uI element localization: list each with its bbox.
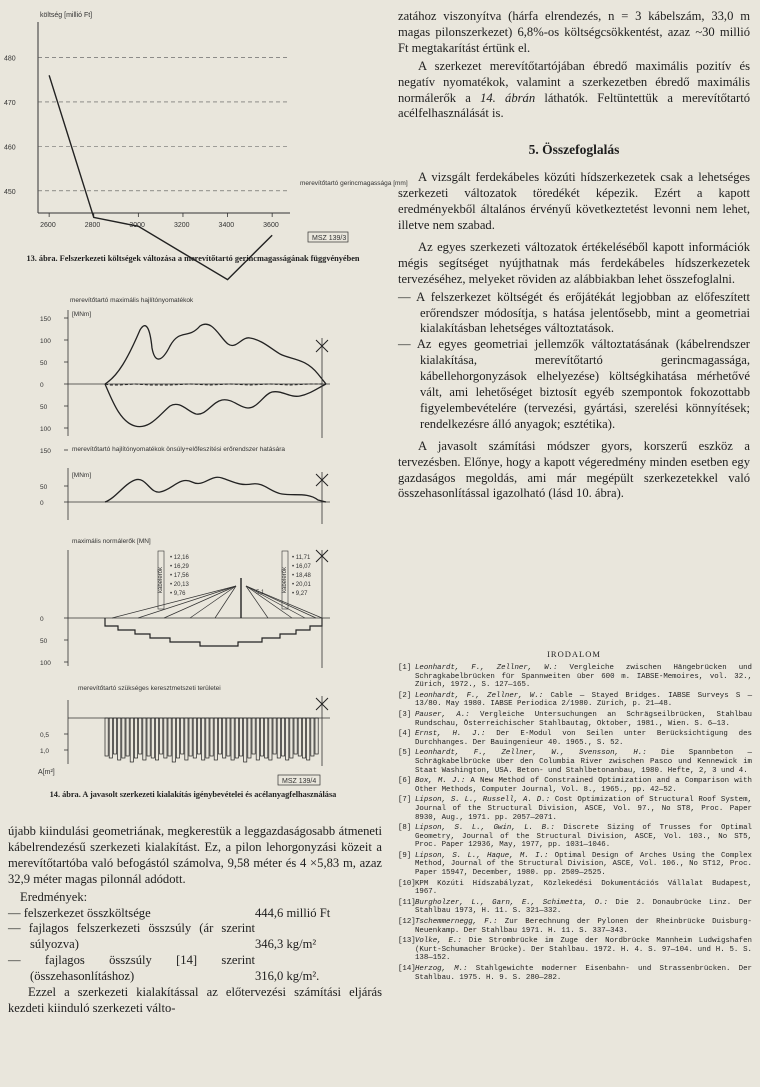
reference-item bbox=[398, 692, 752, 709]
reference-title: A New Method of Constrained Optimization and a Comparison with Other Methods, Computer Journal, Vol. 8., 1965., pp. 42—52. bbox=[415, 777, 752, 794]
fig14d-area-bar bbox=[218, 718, 221, 754]
fig14d-area-bar bbox=[235, 718, 238, 758]
fig14d-area-bar bbox=[176, 718, 179, 758]
fig14c-left-value: • 20,13 bbox=[170, 582, 189, 588]
reference-text bbox=[415, 880, 752, 897]
reference-authors: Leonhardt, F., Zellner, W.: bbox=[415, 691, 544, 700]
fig14d-area-bar bbox=[193, 718, 196, 758]
result-row-2 bbox=[8, 921, 382, 953]
fig14c-normal-force-steps bbox=[105, 618, 322, 646]
fig14b-tick-label: 50 bbox=[40, 484, 48, 491]
fig14d-area-bar bbox=[147, 718, 150, 756]
reference-title: Vergleiche zwischen Hängebrücken und Schragkabelbrücken für Spannweiten über 600 m. IABSE-Memoires, vol. 32., Zürich, 1972., S. 127—165. bbox=[415, 664, 752, 690]
fig14d-area-bar bbox=[189, 718, 192, 756]
fig14c-tick-label: 0 bbox=[40, 616, 44, 623]
reference-item bbox=[398, 918, 752, 935]
left-column-text bbox=[8, 824, 382, 1019]
fig14d-area-bar bbox=[239, 718, 242, 756]
results-label: Eredmények: bbox=[20, 889, 88, 904]
fig14d-area-bar bbox=[231, 718, 234, 760]
fig14d-area-bar bbox=[281, 718, 284, 756]
fig13-ytick-label: 450 bbox=[4, 188, 16, 196]
fig14d-area-bar bbox=[252, 718, 255, 754]
fig14d-area-bar bbox=[151, 718, 154, 758]
fig13-ytick-label: 480 bbox=[4, 55, 16, 63]
fig14d-tick-label: 0,5 bbox=[40, 732, 50, 739]
figure-14-caption: 14. ábra. A javasolt szerkezeti kialakítás igénybevételei és acélanyagfelhasználása bbox=[49, 790, 337, 799]
fig14d-unit: A[m²] bbox=[38, 769, 55, 776]
reference-text bbox=[415, 965, 752, 982]
fig14d-area-bar bbox=[143, 718, 146, 760]
fig14d-area-bar bbox=[260, 718, 263, 756]
fig14d-area-bar bbox=[269, 718, 272, 760]
fig14c-right-value: • 9,27 bbox=[292, 591, 308, 597]
fig14d-area-bar bbox=[105, 718, 108, 756]
reference-text bbox=[415, 692, 752, 709]
fig13-ytick-label: 470 bbox=[4, 99, 16, 107]
fig14c-left-value: • 16,29 bbox=[170, 564, 189, 570]
reference-number: [9] bbox=[398, 851, 412, 860]
reference-number: [3] bbox=[398, 710, 412, 719]
fig14d-area-bar bbox=[290, 718, 293, 758]
fig14d-area-bar bbox=[130, 718, 133, 762]
fig14c-right-label: kábelerők bbox=[282, 566, 288, 593]
fig13-cost-line bbox=[49, 75, 272, 279]
reference-authors: Pauser, A.: bbox=[415, 710, 470, 719]
fig13-xtick-label: 3200 bbox=[173, 222, 190, 229]
fig14c-cable-line bbox=[138, 586, 236, 618]
fig14d-area-bar bbox=[244, 718, 247, 762]
reference-title: Discrete Sizing of Trusses for Optimal Geometry, Journal of the Structural Division, ASCE, Vol. 103., No ST5, Proc. Paper 12936, May, 1977, pp. 1031—1046. bbox=[415, 824, 752, 850]
reference-text bbox=[415, 777, 752, 794]
reference-authors: Leonhardt, F., Zellner, W.: bbox=[415, 664, 558, 672]
reference-authors: Leonhardt, F., Zellner, W., Svensson, H.: bbox=[415, 749, 647, 758]
fig14c-right-value: • 11,71 bbox=[292, 555, 311, 561]
reference-text bbox=[415, 749, 752, 775]
fig14d-area-bars bbox=[105, 718, 318, 762]
figure-14-diagram bbox=[0, 288, 390, 793]
reference-text bbox=[415, 824, 752, 850]
fig14a-title: merevítőtartó maximális hajlítónyomatékok bbox=[70, 297, 194, 304]
reference-number: [13] bbox=[398, 937, 416, 946]
result-2-value: 346,3 kg/m² bbox=[255, 937, 317, 952]
reference-number: [6] bbox=[398, 777, 412, 786]
fig14d-area-bar bbox=[185, 718, 188, 760]
fig14a-tick-label: 100 bbox=[40, 338, 51, 345]
right-paragraph-2-part-c: láthatók. Feltüntettük a merevítőtartó acélfelhasználását is. bbox=[398, 90, 750, 121]
reference-title: Cable — Stayed Bridges. IABSE Surveys S — 13/80. May 1980. IABSE Periodica 2/1980. Zürich, p. 21—48. bbox=[415, 691, 753, 709]
reference-authors: Ernst, H. J.: bbox=[415, 730, 486, 739]
figure-14-reference: 14. ábrán bbox=[480, 90, 536, 105]
result-row-1 bbox=[8, 906, 382, 922]
fig14d-area-bar bbox=[118, 718, 121, 760]
fig14c-title: maximális normálerők [MN] bbox=[72, 538, 151, 545]
reference-authors: Box, M. J.: bbox=[415, 777, 466, 786]
fig14d-area-bar bbox=[109, 718, 112, 758]
fig13-xlabel: merevítőtartó gerincmagassága [mm] bbox=[300, 180, 408, 187]
result-1-label: — felszerkezet összköltsége bbox=[8, 905, 151, 920]
reference-title: Die Spannbeton — Schrägkabelbrücke über den Columbia River zwischen Pasco und Kennewick im Staat Washington, USA. Beton- und Stahlbetonanbau, 1980. Hefte, 2, 3 und 4. bbox=[415, 749, 752, 775]
reference-number: [14] bbox=[398, 965, 416, 973]
references-list bbox=[398, 664, 752, 984]
fig14d-area-bar bbox=[164, 718, 167, 758]
fig14c-left-label: kábelerők bbox=[158, 566, 164, 593]
reference-item bbox=[398, 852, 752, 878]
reference-authors: Lipson, S. L., Gwin, L. B.: bbox=[415, 824, 555, 833]
reference-item bbox=[398, 824, 752, 850]
fig14d-area-bar bbox=[298, 718, 301, 756]
fig14d-area-bar bbox=[227, 718, 230, 756]
fig14-stamp: MSZ 139/4 bbox=[282, 778, 317, 785]
reference-authors: Burgholzer, L., Garn, E., Schimetta, O.: bbox=[415, 898, 608, 907]
fig14b-moment-curve bbox=[105, 477, 326, 502]
reference-authors: Lipson, S. L., Haque, M. I.: bbox=[415, 851, 549, 860]
reference-authors: Herzog, M.: bbox=[415, 965, 468, 973]
left-paragraph-2: Ezzel a szerkezeti kialakítással az előtervezési számítási eljárás kezdeti kiinduló szerkezeti válto- bbox=[8, 985, 382, 1016]
reference-number: [1] bbox=[398, 664, 412, 672]
reference-text bbox=[415, 796, 752, 822]
fig14d-area-bar bbox=[155, 718, 158, 760]
reference-text bbox=[415, 730, 752, 747]
reference-authors: Lipson, S. L., Russell, A. D.: bbox=[415, 796, 551, 805]
summary-bullet-2: — Az egyes geometriai jellemzők változtatásának (kábelrendszer kialakítása, merevítőtartó gerincmagassága, kábellehorgonyzások elhelyezése) költségkihatása mérhetővé vált, ami lehetőséget biztosít egyéb szempontok fokozottabb figyelembevételére (tervezési, gyártási, szerelési könnyítések; rendelkezésre álló anyagok; esztétika). bbox=[398, 337, 750, 431]
fig14b-unit: [MNm] bbox=[72, 472, 92, 479]
fig14d-area-bar bbox=[126, 718, 129, 756]
right-paragraph-2-part-a: A szerkezet merevítőtartójában ébredő maximális pozitív és negatív nyomatékok, valamint a szerkezetben ébredő maximális normálerők a bbox=[398, 58, 750, 105]
fig13-xtick-label: 2800 bbox=[84, 222, 101, 229]
fig14a-tick-label: 50 bbox=[40, 404, 48, 411]
fig14c-center-label: 5,1 bbox=[256, 590, 265, 596]
summary-paragraph-1: A vizsgált ferdekábeles közúti hídszerkezetek csak a lehetséges szerkezeti változatok töredékét képezik. Ezért a kapott eredményekből általános érvényű következtetést levonni nem lehet, illetve nem szabad. bbox=[398, 170, 750, 232]
reference-number: [7] bbox=[398, 796, 412, 805]
reference-number: [4] bbox=[398, 730, 412, 739]
fig14d-area-bar bbox=[181, 718, 184, 754]
fig14d-area-bar bbox=[160, 718, 163, 754]
fig14d-area-bar bbox=[206, 718, 209, 758]
fig13-xtick-label: 3000 bbox=[129, 222, 145, 229]
result-1-value: 444,6 millió Ft bbox=[255, 905, 331, 920]
reference-title: Cost Optimization of Structural Roof System, Journal of the Structural Division, ASCE, Vol. 97., No ST8, Proc. Paper 8930, Aug., 1971. pp. 2057—2071. bbox=[415, 796, 752, 822]
reference-text bbox=[415, 852, 752, 878]
reference-item bbox=[398, 880, 752, 897]
fig13-xtick-label: 3600 bbox=[263, 222, 279, 229]
reference-item bbox=[398, 749, 752, 775]
reference-item bbox=[398, 937, 752, 963]
fig13-xtick-label: 3400 bbox=[218, 222, 235, 229]
fig14d-area-bar bbox=[273, 718, 276, 754]
reference-text bbox=[415, 918, 752, 935]
figure-13-caption: 13. ábra. Felszerkezeti költségek változása a merevítőtartó gerincmagasságának függvényében bbox=[26, 254, 360, 263]
fig14d-area-bar bbox=[302, 718, 305, 758]
fig14d-area-bar bbox=[202, 718, 205, 760]
reference-title: Die 2. Donaubrücke Linz. Der Stahlbau 1973, H. 11. S. 321—332. bbox=[415, 898, 752, 916]
references-title: IRODALOM bbox=[547, 649, 601, 659]
fig14d-area-bar bbox=[311, 718, 314, 756]
fig14c-right-value: • 18,48 bbox=[292, 573, 311, 579]
fig14d-area-bar bbox=[223, 718, 226, 758]
fig14d-area-bar bbox=[172, 718, 175, 762]
reference-number: [2] bbox=[398, 691, 412, 700]
fig14d-title: merevítőtartó szükséges keresztmetszeti területei bbox=[78, 685, 221, 692]
fig14d-area-bar bbox=[248, 718, 251, 758]
result-3-value: 316,0 kg/m². bbox=[255, 969, 320, 984]
fig14a-negative-moment-curve bbox=[105, 384, 326, 427]
fig14b-title: merevítőtartó hajlítónyomatékok önsúly+előfeszítési erőrendszer hatására bbox=[72, 446, 285, 453]
fig13-stamp: MSZ 139/3 bbox=[312, 235, 347, 242]
reference-item bbox=[398, 664, 752, 690]
fig14d-area-bar bbox=[139, 718, 142, 754]
fig14a-tick-label: 150 bbox=[40, 448, 51, 455]
right-paragraph-1: zatához viszonyítva (hárfa elrendezés, n = 3 kábelszám, 33,0 m magas pilonszerkezet) 6,8%-os költségcsökkentést, azaz ~30 millió Ft megtakarítást értünk el. bbox=[398, 9, 750, 55]
fig14a-tick-label: 150 bbox=[40, 316, 51, 323]
reference-authors: Volke, E.: bbox=[415, 937, 462, 946]
fig14a-positive-moment-curve bbox=[105, 324, 326, 384]
fig14b-tick-label: 0 bbox=[40, 500, 44, 507]
reference-item bbox=[398, 965, 752, 982]
fig13-ylabel: költség [millió Ft] bbox=[40, 12, 93, 19]
reference-text bbox=[415, 937, 752, 963]
reference-number: [12] bbox=[398, 918, 416, 927]
fig14c-tick-label: 100 bbox=[40, 660, 51, 667]
fig14d-area-bar bbox=[168, 718, 171, 756]
reference-title: KPM Közúti Hídszabályzat, Közlekedési Dokumentációs Vállalat Budapest, 1967. bbox=[415, 879, 752, 897]
reference-item bbox=[398, 730, 752, 747]
fig13-xtick-label: 2600 bbox=[40, 222, 56, 229]
fig14d-area-bar bbox=[210, 718, 213, 756]
reference-title: Stahlgewichte moderner Eisenbahn- und Strassenbrücken. Der Stahlbau. 1975. H. 9. S. 280—282. bbox=[415, 965, 752, 982]
fig14c-left-value: • 9,76 bbox=[170, 591, 186, 597]
fig14c-right-value: • 20,01 bbox=[292, 582, 311, 588]
fig14d-area-bar bbox=[294, 718, 297, 754]
summary-paragraph-2: Az egyes szerkezeti változatok értékeléséből kapott információk mégis segítséget nyújthatnak más ferdekábeles hídszerkezetek tervezéséhez, melyeket röviden az alábbiakban lehet összefoglalni. bbox=[398, 239, 750, 286]
reference-number: [11] bbox=[398, 898, 416, 907]
fig14d-area-bar bbox=[134, 718, 137, 758]
fig14d-area-bar bbox=[315, 718, 318, 754]
summary-paragraph-3: A javasolt számítási módszer gyors, korszerű eszköz a tervezésben. Előnye, hogy a kapott végeredmény minden esetben egy gazdaságos megoldás, ami már megépült szerkezetekkel való összehasonlítással igazolható (lásd 10. ábra). bbox=[398, 438, 750, 501]
fig14a-tick-label: 50 bbox=[40, 360, 48, 367]
reference-number: [8] bbox=[398, 824, 412, 833]
result-3-label: — fajlagos összsúly [14] szerint (összehasonlításhoz) bbox=[8, 953, 255, 984]
reference-item bbox=[398, 796, 752, 822]
fig14d-tick-label: 1,0 bbox=[40, 748, 50, 755]
fig14d-area-bar bbox=[265, 718, 268, 758]
fig14d-area-bar bbox=[122, 718, 125, 758]
summary-bullet-1: — A felszerkezet költségét és erőjátékát legjobban az előfeszített erőrendszer módosítja, s hatása jelentősebb, mint a geometriai kialakításban lehetséges változtatások. bbox=[398, 289, 750, 336]
reference-title: Der E-Modul von Seilen unter Berücksichtigung des Durchhanges. Der Bauingenieur 40. 1965., S. 52. bbox=[415, 730, 752, 747]
reference-text bbox=[415, 899, 752, 916]
fig14c-cable-fan bbox=[112, 578, 322, 618]
reference-text bbox=[415, 664, 752, 690]
fig14c-cable-line bbox=[190, 586, 236, 618]
fig14c-tick-label: 50 bbox=[40, 638, 48, 645]
fig14c-left-value: • 17,56 bbox=[170, 573, 189, 579]
reference-title: Zur Berechnung der Pylonen der Rheinbrücke Duisburg-Neuenkamp. Der Stahlbau 1971. H. 11. S. 337—343. bbox=[415, 918, 752, 935]
result-row-3 bbox=[8, 953, 382, 985]
fig14d-area-bar bbox=[307, 718, 310, 760]
figure-13-chart bbox=[0, 0, 408, 255]
right-column-text bbox=[398, 9, 750, 504]
fig14a-tick-label: 0 bbox=[40, 382, 44, 389]
result-2-label: — fajlagos felszerkezeti összsúly (ár szerint súlyozva) bbox=[8, 921, 255, 952]
left-paragraph-1: újabb kiindulási geometriának, megkerestük a leggazdaságosabb átmeneti kábelrendezésű szerkezeti kialakítást. Ez, a pilon lehorgonyzási közeit a merevítőtartóba való befogástól számolva, 9,58 méter és 4 ×5,83 m, azaz 32,9 méter magas pilonnál adódott. bbox=[8, 824, 382, 886]
fig14d-area-bar bbox=[277, 718, 280, 758]
reference-authors: Tschemmernegg, F.: bbox=[415, 918, 498, 927]
fig14c-left-value: • 12,16 bbox=[170, 555, 189, 561]
fig14a-unit: [MNm] bbox=[72, 311, 92, 318]
fig13-ytick-label: 460 bbox=[4, 144, 16, 152]
reference-number: [5] bbox=[398, 749, 412, 758]
reference-title: Die Strombrücke im Zuge der Nordbrücke Mannheim Ludwigshafen (Kurt-Schumacher Brücke). Der Stahlbau. 1972. H. 4. S. 97—104. und H. 5. S. 138—152. bbox=[415, 937, 752, 963]
fig14d-area-bar bbox=[197, 718, 200, 754]
fig14a-tick-label: 100 bbox=[40, 426, 51, 433]
reference-text bbox=[415, 711, 752, 728]
fig14d-area-bar bbox=[286, 718, 289, 760]
fig14d-area-bar bbox=[113, 718, 116, 754]
reference-item bbox=[398, 777, 752, 794]
reference-title: Optimal Design of Arches Using the Complex Method, Journal of the Structural Division, ASCE, Vol. 106., No ST12, Proc. Paper 15947, December, 1980. pp. 2509—2525. bbox=[415, 851, 752, 878]
fig14d-area-bar bbox=[214, 718, 217, 760]
right-paragraph-2 bbox=[398, 59, 750, 123]
fig14d-area-bar bbox=[256, 718, 259, 760]
reference-item bbox=[398, 899, 752, 916]
reference-item bbox=[398, 711, 752, 728]
reference-number: [10] bbox=[398, 879, 416, 888]
section-heading: 5. Összefoglalás bbox=[528, 142, 620, 158]
fig14c-right-value: • 16,07 bbox=[292, 564, 311, 570]
reference-title: Vergleiche Untersuchungen an Schrägseilbrücken, Stahlbau Rundschau, Österreichischer Stahlbautag, Oktober, 1981., Wien. S. 6—13. bbox=[415, 710, 752, 728]
